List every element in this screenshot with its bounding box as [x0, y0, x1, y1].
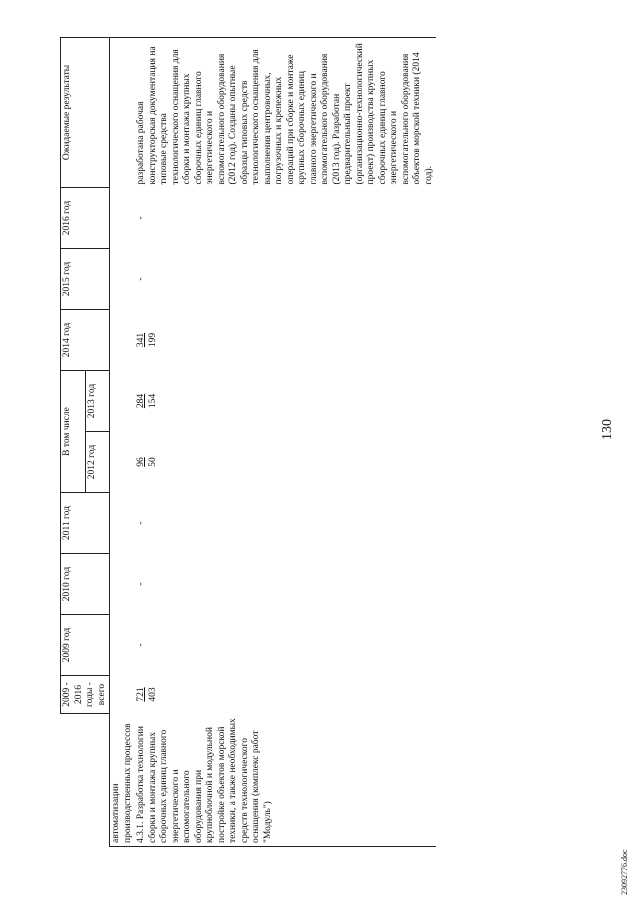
- header-2010: 2010 год: [61, 554, 110, 615]
- table-row: [110, 38, 136, 847]
- total-b: 403: [147, 687, 158, 702]
- page-number: 130: [600, 419, 615, 440]
- program-table: [60, 37, 436, 847]
- header-2011: 2011 год: [61, 493, 110, 554]
- cell-2014: [135, 310, 436, 371]
- header-total: 2009 - 2016 годы - всего: [61, 676, 110, 714]
- cell-2010: -: [136, 582, 146, 586]
- row-name: 4.3.1. Разработка технологии сборки и монтажа крупных сборочных единиц главного энергетического и вспомогательного оборудования при крупноблочной и модульной постройке объектов морской техники, а также необходимых средств технологического оснащения (комплекс работ "Модуль"): [135, 714, 436, 847]
- y2012-a: 96: [136, 457, 146, 467]
- cell-2009: -: [136, 643, 146, 647]
- header-2015: 2015 год: [61, 249, 110, 310]
- y2012-b: 50: [147, 457, 158, 467]
- prev-row-name: автоматизации производственных процессов: [110, 714, 136, 847]
- header-in-that: В том числе: [61, 371, 86, 493]
- header-name-cell: [61, 714, 110, 847]
- y2014-a: 341: [136, 332, 146, 348]
- cell-2013: [135, 371, 436, 432]
- results-cell: разработана рабочая конструкторская документация на типовые средства технологического оснащения для сборки и монтажа крупных сборочных единиц главного энергетического и вспомогательного оборудования (2012 год). Созданы опытные образцы типовых средств технологического оснащения для выполнения центровочных, погрузочных и крепежных операций при сборке и монтаже крупных сборочных единиц главного энергетического и вспомогательного оборудования (2013 год). Разработан предварительный проект (организационно-технологический проект) производства крупных сборочных единиц главного энергетического и вспомогательного оборудования объектов морской техники (2014 год).: [135, 38, 436, 188]
- header-row-1: [61, 38, 86, 847]
- cell-2015: -: [136, 277, 146, 281]
- header-2009: 2009 год: [61, 615, 110, 676]
- header-2016: 2016 год: [61, 188, 110, 249]
- y2013-a: 284: [136, 393, 146, 409]
- y2014-b: 199: [147, 332, 158, 348]
- document-id: 23092776.doc: [620, 849, 629, 895]
- header-2013: 2013 год: [85, 371, 110, 432]
- cell-2016: -: [136, 216, 146, 220]
- header-2012: 2012 год: [85, 432, 110, 493]
- cell-2012: [135, 432, 436, 493]
- table-row: [135, 38, 436, 847]
- total-a: 721: [136, 687, 146, 702]
- header-results: Ожидаемые результаты: [61, 38, 110, 188]
- header-2014: 2014 год: [61, 310, 110, 371]
- cell-2011: -: [136, 521, 146, 525]
- y2013-b: 154: [147, 393, 158, 409]
- total-cell: [135, 676, 436, 714]
